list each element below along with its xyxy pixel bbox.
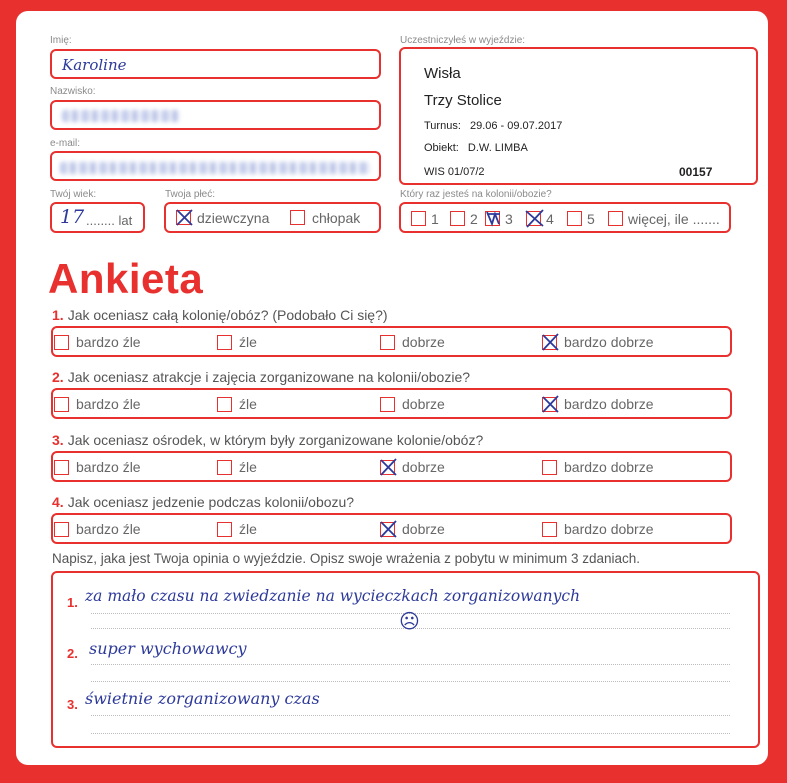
x-mark-icon: [379, 520, 398, 539]
opinion-prompt: Napisz, jaka jest Twoja opinia o wyjeździe. Opisz swoje wrażenia z pobytu w minimum 3 zdaniach.: [52, 551, 641, 566]
redacted-email: [60, 162, 370, 174]
stamp-code: WIS 01/07/2: [424, 166, 485, 178]
option-dobrze: dobrze: [402, 521, 445, 537]
raz-option-5: 5: [587, 211, 595, 227]
plec-option-dziewczyna: dziewczyna: [197, 210, 270, 226]
stamp-number: 00157: [679, 165, 713, 179]
wiek-value: 17: [60, 206, 85, 228]
wiek-unit: ........ lat: [86, 213, 133, 228]
wiek-label: Twój wiek:: [50, 189, 97, 200]
opinion-line-3: świetnie zorganizowany czas: [85, 689, 320, 708]
imie-value: Karoline: [62, 56, 127, 74]
nazwisko-label: Nazwisko:: [50, 86, 96, 97]
checkbox-raz-5[interactable]: [567, 211, 582, 226]
question-2-text: [52, 369, 470, 385]
option-dobrze: dobrze: [402, 396, 445, 412]
raz-option-wiecej: więcej, ile .......: [628, 211, 720, 227]
checkbox-raz-4[interactable]: [526, 211, 541, 226]
checkbox-dobrze[interactable]: [380, 335, 395, 350]
survey-sheet: [16, 11, 768, 765]
option-zle: źle: [239, 334, 257, 350]
question-4-text: [52, 494, 354, 510]
checkbox-bardzo-zle[interactable]: [54, 397, 69, 412]
checkbox-bardzo-zle[interactable]: [54, 335, 69, 350]
question-number: 3.: [52, 432, 64, 448]
checkbox-dziewczyna[interactable]: [176, 210, 191, 225]
raz-option-3: 3: [505, 211, 513, 227]
question-label: Jak oceniasz całą kolonię/obóz? (Podobało Ci się?): [67, 307, 388, 323]
option-zle: źle: [239, 459, 257, 475]
checkbox-raz-3[interactable]: [485, 211, 500, 226]
option-bardzo-zle: bardzo źle: [76, 396, 141, 412]
option-bardzo-dobrze: bardzo dobrze: [564, 521, 654, 537]
plec-field: [164, 202, 381, 233]
raz-option-4: 4: [546, 211, 554, 227]
nazwisko-field[interactable]: [50, 100, 381, 130]
checkbox-raz-1[interactable]: [411, 211, 426, 226]
option-bardzo-zle: bardzo źle: [76, 459, 141, 475]
wiek-field[interactable]: [50, 202, 145, 233]
question-1-options: [51, 326, 732, 357]
x-mark-icon: [525, 209, 544, 228]
question-label: Jak oceniasz jedzenie podczas kolonii/obozu?: [67, 494, 355, 510]
uczestniczyles-label: Uczestniczyłeś w wyjeździe:: [400, 35, 526, 46]
question-number: 4.: [52, 494, 64, 510]
option-bardzo-zle: bardzo źle: [76, 521, 141, 537]
stamp-box: [399, 47, 758, 185]
obiekt-value: D.W. LIMBA: [467, 142, 528, 154]
question-3-text: [52, 432, 483, 448]
option-bardzo-dobrze: bardzo dobrze: [564, 396, 654, 412]
checkbox-bardzo-dobrze[interactable]: [542, 397, 557, 412]
checkbox-bardzo-dobrze[interactable]: [542, 522, 557, 537]
page-title: Ankieta: [48, 255, 204, 302]
x-mark-icon: [541, 333, 560, 352]
email-label: e-mail:: [50, 138, 81, 149]
option-zle: źle: [239, 521, 257, 537]
x-mark-icon: [175, 208, 194, 227]
raz-option-1: 1: [431, 211, 439, 227]
turnus-value: 29.06 - 09.07.2017: [469, 120, 563, 132]
ktory-raz-label: Który raz jesteś na kolonii/obozie?: [400, 189, 552, 200]
checkbox-dobrze[interactable]: [380, 522, 395, 537]
checkbox-dobrze[interactable]: [380, 397, 395, 412]
turnus-label: Turnus:: [424, 120, 461, 132]
opinion-num-2: 2.: [67, 646, 78, 661]
question-label: Jak oceniasz ośrodek, w którym były zorganizowane kolonie/obóz?: [67, 432, 484, 448]
stamp-turnus: [424, 120, 562, 132]
sad-face-icon: ☹: [399, 611, 420, 633]
checkbox-dobrze[interactable]: [380, 460, 395, 475]
stamp-place: Wisła: [424, 65, 461, 82]
checkbox-bardzo-zle[interactable]: [54, 522, 69, 537]
question-2-options: [51, 388, 732, 419]
opinion-box[interactable]: [51, 571, 760, 748]
checkbox-bardzo-zle[interactable]: [54, 460, 69, 475]
x-mark-icon: [379, 458, 398, 477]
option-bardzo-dobrze: bardzo dobrze: [564, 459, 654, 475]
opinion-num-1: 1.: [67, 595, 78, 610]
x-mark-icon: [541, 395, 560, 414]
option-zle: źle: [239, 396, 257, 412]
plec-option-chlopak: chłopak: [312, 210, 361, 226]
question-4-options: [51, 513, 732, 544]
ktory-raz-field: [399, 202, 731, 233]
question-3-options: [51, 451, 732, 482]
opinion-line-1: za mało czasu na zwiedzanie na wycieczkach zorganizowanych: [85, 587, 581, 605]
checkbox-raz-wiecej[interactable]: [608, 211, 623, 226]
plec-label: Twoja płeć:: [165, 189, 216, 200]
opinion-line-2: super wychowawcy: [89, 639, 247, 658]
checkbox-raz-2[interactable]: [450, 211, 465, 226]
raz-option-2: 2: [470, 211, 478, 227]
option-bardzo-zle: bardzo źle: [76, 334, 141, 350]
question-number: 1.: [52, 307, 64, 323]
option-dobrze: dobrze: [402, 459, 445, 475]
redacted-nazwisko: [62, 110, 180, 122]
obiekt-label: Obiekt:: [424, 142, 459, 154]
imie-field[interactable]: [50, 49, 381, 79]
checkbox-bardzo-dobrze[interactable]: [542, 335, 557, 350]
checkbox-zle[interactable]: [217, 460, 232, 475]
option-dobrze: dobrze: [402, 334, 445, 350]
question-number: 2.: [52, 369, 64, 385]
checkbox-zle[interactable]: [217, 522, 232, 537]
scribble-mark-icon: [484, 209, 503, 228]
question-label: Jak oceniasz atrakcje i zajęcia zorganizowane na kolonii/obozie?: [67, 369, 471, 385]
email-field[interactable]: [50, 151, 381, 181]
stamp-obiekt: [424, 142, 528, 154]
checkbox-bardzo-dobrze[interactable]: [542, 460, 557, 475]
question-1-text: [52, 307, 388, 323]
stamp-name: Trzy Stolice: [424, 92, 502, 109]
checkbox-chlopak[interactable]: [290, 210, 305, 225]
imie-label: Imię:: [50, 35, 72, 46]
opinion-num-3: 3.: [67, 697, 78, 712]
checkbox-zle[interactable]: [217, 397, 232, 412]
option-bardzo-dobrze: bardzo dobrze: [564, 334, 654, 350]
checkbox-zle[interactable]: [217, 335, 232, 350]
